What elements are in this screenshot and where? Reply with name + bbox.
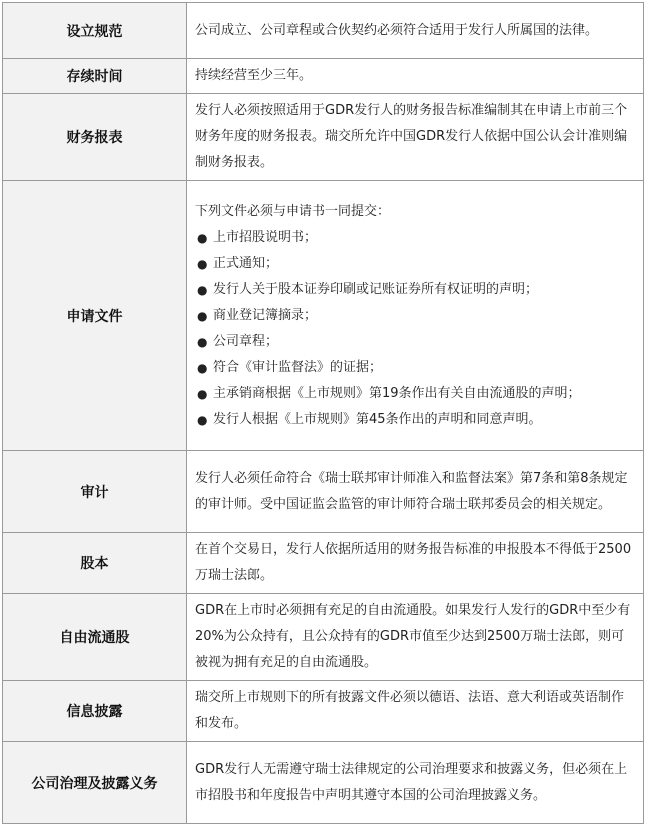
row-label: 审计: [3, 451, 187, 533]
list-item-text: 符合《审计监督法》的证据；: [213, 359, 383, 375]
list-item: [195, 355, 635, 381]
bullet-icon: ●: [197, 256, 208, 271]
row-label: 自由流通股: [3, 594, 187, 681]
list-item: [195, 251, 635, 277]
row-content: 在首个交易日，发行人依据所适用的财务报告标准的申报股本不得低于2500万瑞士法郎。: [187, 533, 644, 594]
table-row: [3, 3, 644, 59]
list-item-text: 正式通知；: [213, 255, 279, 271]
bullet-icon: ●: [197, 360, 208, 375]
list-item: [195, 277, 635, 303]
bullet-icon: ●: [197, 412, 208, 427]
row-label: 设立规范: [3, 3, 187, 59]
row-label: 信息披露: [3, 681, 187, 742]
list-item: [195, 329, 635, 355]
row-label: 股本: [3, 533, 187, 594]
table-row: [3, 594, 644, 681]
row-label: 申请文件: [3, 181, 187, 451]
document-list: [195, 225, 635, 433]
table-row: [3, 181, 644, 451]
list-item-text: 上市招股说明书；: [213, 229, 318, 245]
table-row: [3, 94, 644, 181]
row-content: 瑞交所上市规则下的所有披露文件必须以德语、法语、意大利语或英语制作和发布。: [187, 681, 644, 742]
row-label: 财务报表: [3, 94, 187, 181]
list-item-text: 发行人根据《上市规则》第45条作出的声明和同意声明。: [213, 411, 542, 427]
table-row: [3, 533, 644, 594]
list-item: [195, 225, 635, 251]
bullet-icon: ●: [197, 230, 208, 245]
row-content: GDR在上市时必须拥有充足的自由流通股。如果发行人发行的GDR中至少有20%为公众持有，且公众持有的GDR市值至少达到2500万瑞士法郎，则可被视为拥有充足的自由流通股。: [187, 594, 644, 681]
list-item-text: 公司章程；: [213, 333, 279, 349]
bullet-icon: ●: [197, 386, 208, 401]
row-content: 持续经营至少三年。: [187, 59, 644, 94]
table-row: [3, 681, 644, 742]
bullet-icon: ●: [197, 308, 208, 323]
list-item-text: 商业登记簿摘录；: [213, 307, 318, 323]
list-item: [195, 381, 635, 407]
bullet-icon: ●: [197, 282, 208, 297]
table-row: [3, 59, 644, 94]
list-item-text: 发行人关于股本证券印刷或记账证券所有权证明的声明；: [213, 281, 539, 297]
row-content: 发行人必须任命符合《瑞士联邦审计师准入和监督法案》第7条和第8条规定的审计师。受中国证监会监管的审计师符合瑞士联邦委员会的相关规定。: [187, 451, 644, 533]
row-content: [187, 181, 644, 451]
list-item: [195, 303, 635, 329]
row-label: 公司治理及披露义务: [3, 742, 187, 824]
table-row: [3, 451, 644, 533]
list-intro: 下列文件必须与申请书一同提交：: [195, 203, 391, 219]
table-row: [3, 742, 644, 824]
row-label: 存续时间: [3, 59, 187, 94]
list-item-text: 主承销商根据《上市规则》第19条作出有关自由流通股的声明；: [213, 385, 581, 401]
list-item: [195, 407, 635, 433]
row-content: 公司成立、公司章程或合伙契约必须符合适用于发行人所属国的法律。: [187, 3, 644, 59]
row-content: GDR发行人无需遵守瑞士法律规定的公司治理要求和披露义务，但必须在上市招股书和年度报告中声明其遵守本国的公司治理披露义务。: [187, 742, 644, 824]
bullet-icon: ●: [197, 334, 208, 349]
listing-requirements-table: [2, 2, 644, 824]
row-content: 发行人必须按照适用于GDR发行人的财务报告标准编制其在申请上市前三个财务年度的财务报表。瑞交所允许中国GDR发行人依据中国公认会计准则编制财务报表。: [187, 94, 644, 181]
